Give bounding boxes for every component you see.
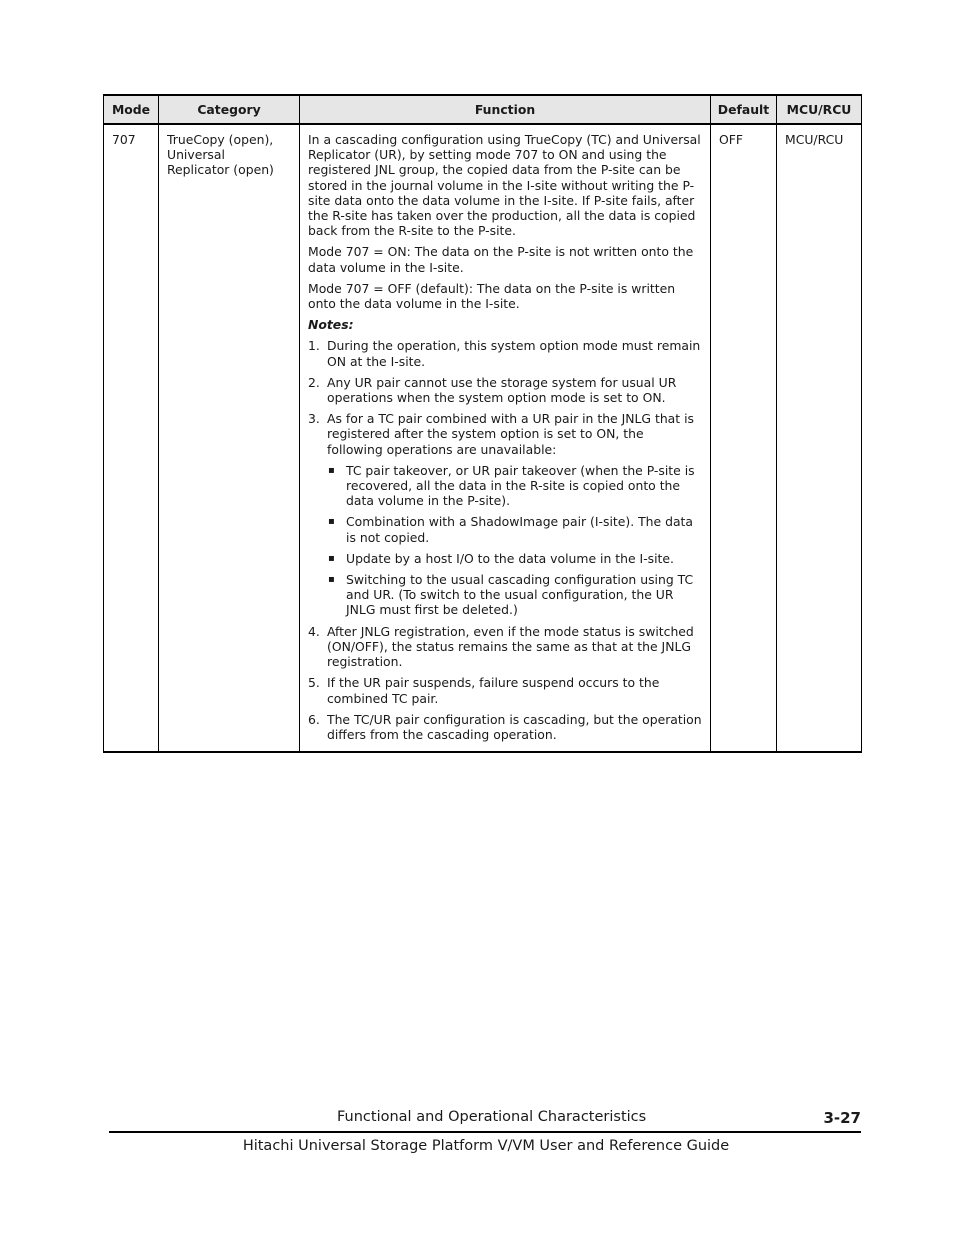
page-number: 3-27 — [823, 1109, 861, 1127]
header-function: Function — [300, 95, 711, 124]
note-text: If the UR pair suspends, failure suspend occurs to the combined TC pair. — [327, 675, 660, 706]
bullet-icon: ▪ — [328, 516, 335, 528]
system-option-mode-table — [103, 94, 862, 753]
note-number: 4. — [308, 623, 320, 639]
bullet-text: TC pair takeover, or UR pair takeover (when the P-site is recovered, all the data in the R-site is copied onto the data volume in the P-site). — [346, 462, 695, 509]
bullet-item — [327, 551, 702, 566]
note-text: After JNLG registration, even if the mode status is switched (ON/OFF), the status remains the same as that at the JNLG registration. — [327, 623, 694, 670]
note-number: 1. — [308, 338, 320, 354]
header-category: Category — [159, 95, 300, 124]
note-item — [308, 338, 702, 368]
header-mcu-rcu: MCU/RCU — [777, 95, 862, 124]
note-text: Any UR pair cannot use the storage system for usual UR operations when the system option mode is set to ON. — [327, 374, 677, 406]
footer-guide-title: Hitachi Universal Storage Platform V/VM User and Reference Guide — [242, 1138, 730, 1154]
cell-mode: 707 — [104, 124, 159, 752]
note-text: During the operation, this system option mode must remain ON at the I-site. — [327, 338, 701, 369]
footer-divider — [109, 1131, 861, 1133]
note-number: 5. — [308, 675, 320, 691]
cell-function — [300, 124, 711, 752]
unavailable-operations-list — [327, 463, 702, 618]
notes-heading: Notes: — [308, 317, 354, 333]
note-item — [308, 375, 702, 405]
note-item — [308, 624, 702, 670]
bullet-icon: ▪ — [328, 574, 335, 586]
note-item — [308, 411, 702, 617]
note-item — [308, 712, 702, 742]
notes-list — [308, 338, 702, 742]
bullet-text: Combination with a ShadowImage pair (I-site). The data is not copied. — [346, 514, 693, 545]
cell-category: TrueCopy (open), Universal Replicator (open) — [159, 124, 300, 752]
header-default: Default — [711, 95, 777, 124]
function-paragraph: Mode 707 = ON: The data on the P-site is not written onto the data volume in the I-site. — [308, 244, 694, 275]
table-header-row — [104, 95, 862, 124]
note-item — [308, 675, 702, 705]
note-number: 2. — [308, 374, 320, 390]
note-number: 3. — [308, 411, 320, 427]
note-text: As for a TC pair combined with a UR pair in the JNLG that is registered after the system option is set to ON, the following operations are unavailable: — [327, 411, 694, 457]
footer-section-title: Functional and Operational Characteristics — [337, 1109, 647, 1125]
bullet-text: Switching to the usual cascading configuration using TC and UR. (To switch to the usual configuration, the UR JNLG must first be deleted.) — [346, 572, 694, 618]
bullet-item — [327, 572, 702, 618]
function-paragraph: Mode 707 = OFF (default): The data on the P-site is written onto the data volume in the I-site. — [308, 280, 676, 312]
bullet-icon: ▪ — [328, 552, 335, 564]
note-number: 6. — [308, 711, 320, 727]
cell-mcu-rcu: MCU/RCU — [777, 124, 862, 752]
bullet-text: Update by a host I/O to the data volume in the I-site. — [346, 550, 674, 566]
header-mode: Mode — [104, 95, 159, 124]
note-text: The TC/UR pair configuration is cascading, but the operation differs from the cascading operation. — [327, 711, 702, 742]
bullet-item — [327, 463, 702, 509]
bullet-item — [327, 514, 702, 544]
table-row — [104, 124, 862, 752]
cell-default: OFF — [711, 124, 777, 752]
function-paragraph: In a cascading configuration using TrueCopy (TC) and Universal Replicator (UR), by setting mode 707 to ON and using the registered JNL group, the copied data from the P-site can be stored in the journal volume in the I-site without writing the P-site data onto the data volume in the I-site. If P-site fails, after the R-site has taken over the production, all the data is copied back from the R-site to the P-site. — [308, 132, 701, 239]
bullet-icon: ▪ — [328, 464, 335, 476]
